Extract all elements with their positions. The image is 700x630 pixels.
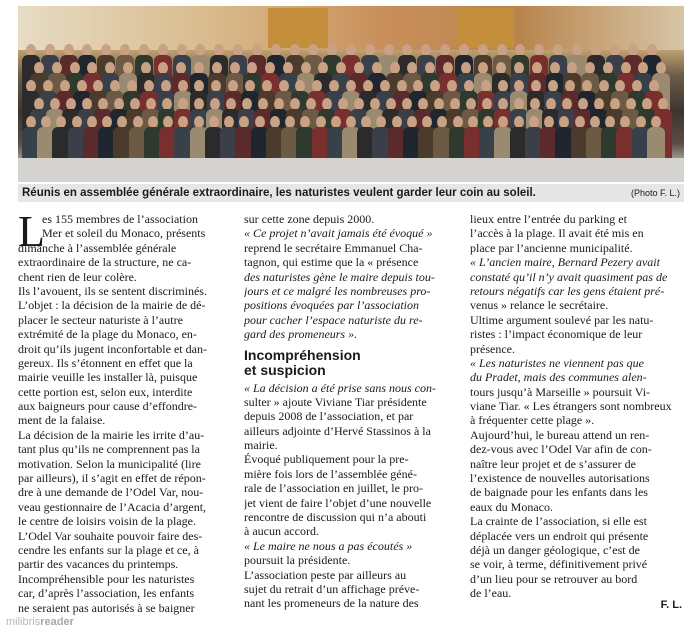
article-line: l’accès à la plage. Il avait été mis en bbox=[470, 226, 644, 241]
article-line: déjà un danger géologique, c’est de bbox=[470, 542, 640, 557]
article-line: motivation. Selon la municipalité (lire bbox=[18, 456, 201, 471]
article-line: Ils l’avouent, ils se sentent discriminés. bbox=[18, 283, 207, 298]
article-line: nant les promeneurs de la nature des bbox=[244, 596, 419, 611]
article-body bbox=[18, 207, 684, 616]
photo-caption: Réunis en assemblée générale extraordinaire, les naturistes veulent garder leur coin au soleil. bbox=[22, 187, 536, 199]
article-line: Mer et soleil du Monaco, présents bbox=[42, 226, 206, 241]
article-line: déplacée vers un endroit qui présente bbox=[470, 528, 649, 543]
article-line: Aujourd’hui, le bureau attend un ren- bbox=[470, 427, 650, 442]
article-line: rale de l’association en juillet, le pro- bbox=[244, 481, 423, 496]
article-line: constaté qu’il n’y avait quasiment pas de bbox=[470, 269, 668, 284]
ground bbox=[18, 158, 684, 182]
article-line: à aucun accord. bbox=[244, 524, 319, 539]
article-line: lieux entre l’entrée du parking et bbox=[470, 212, 627, 226]
article-line: extrémité de la plage du Monaco, en- bbox=[18, 327, 197, 342]
article-line: naître leur projet et de s’assurer de bbox=[470, 456, 636, 471]
article-line: ailleurs adjointe d’Hervé Stassinos à la bbox=[244, 423, 431, 438]
article-line: sur cette zone depuis 2000. bbox=[244, 212, 375, 226]
article-line: chent rien de leur colère. bbox=[18, 269, 137, 284]
section-subheading bbox=[244, 348, 458, 378]
article-column-2 bbox=[244, 212, 458, 611]
article-line: extraordinaire de la structure, ne ca- bbox=[18, 255, 192, 270]
article-line: Incompréhensible pour les naturistes bbox=[18, 571, 195, 586]
reader-watermark: milibrisreader bbox=[6, 616, 74, 628]
article-line: eaux du Monaco. bbox=[470, 499, 553, 514]
article-line: reprend le secrétaire Emmanuel Cha- bbox=[244, 240, 423, 255]
article-line: gard des promeneurs ». bbox=[244, 327, 358, 342]
article-line: le centre de loisirs voisin de la plage. bbox=[18, 514, 196, 529]
photo-credit: (Photo F. L.) bbox=[630, 188, 680, 198]
article-line: car, d’après l’association, les enfants bbox=[18, 586, 195, 601]
article-line: tagnon, qui estime que la « présence bbox=[244, 255, 419, 270]
article-line: rencontre de discussion qui n’a abouti bbox=[244, 510, 427, 525]
article-line: se voir, à terme, définitivement privé bbox=[470, 557, 648, 572]
article-line: « La décision a été prise sans nous con- bbox=[244, 380, 436, 395]
article-line: es 155 membres de l’association bbox=[42, 212, 198, 226]
drop-cap: L bbox=[18, 207, 45, 256]
article-line: « Ce projet n’avait jamais été évoqué » bbox=[244, 226, 433, 241]
article-line: place par l’ancienne municipalité. bbox=[470, 240, 633, 255]
photo-caption-bar bbox=[18, 184, 684, 202]
article-line: « L’ancien maire, Bernard Pezery avait bbox=[470, 255, 660, 270]
article-line: mairie veuille les installer là, puisque bbox=[18, 370, 198, 385]
article-line: poursuit la présidente. bbox=[244, 553, 351, 568]
article-line: sujet du retrait d’un affichage préve- bbox=[244, 581, 420, 596]
crowd-of-people bbox=[26, 40, 676, 158]
article-line: cette portion est, selon eux, interdite bbox=[18, 384, 193, 399]
article-line: ristes : l’impact économique de leur bbox=[470, 327, 643, 342]
article-line: ne seraient pas autorisés à se baigner bbox=[18, 600, 195, 615]
article-line: sulter » ajoute Viviane Tiar présidente bbox=[244, 394, 427, 409]
article-line: d’un lieu pour se retrouver au bord bbox=[470, 571, 638, 586]
article-line: jet vient de faire l’objet d’une nouvelle bbox=[244, 495, 432, 510]
article-line: « Le maire ne nous a pas écoutés » bbox=[244, 538, 413, 553]
article-line: l’existence de nouvelles autorisations bbox=[470, 471, 650, 486]
article-line: mière fois lors de l’assemblée géné- bbox=[244, 466, 417, 481]
group-photo bbox=[18, 6, 684, 182]
article-column-3 bbox=[470, 212, 684, 601]
subheading-line: et suspicion bbox=[244, 361, 326, 378]
article-line: partir des vacances du printemps. bbox=[18, 557, 179, 572]
article-line: de baignade pour les enfants dans les bbox=[470, 485, 648, 500]
article-line: La décision de la mairie les irrite d’au- bbox=[18, 427, 205, 442]
article-line: tours jusqu’à Marseille » poursuit Vi- bbox=[470, 384, 651, 399]
article-line: tant plus qu’ils ne comprennent pas la bbox=[18, 442, 200, 457]
article-line: positions évoquées par l’association bbox=[244, 298, 419, 313]
article-line: Évoqué publiquement pour la pre- bbox=[244, 452, 409, 467]
article-line: présence. bbox=[470, 341, 515, 356]
article-line: aux baigneurs pour cause d’effondre- bbox=[18, 399, 198, 414]
article-line: placer le secteur naturiste à l’autre bbox=[18, 312, 183, 327]
article-line: mairie. bbox=[244, 438, 278, 453]
article-line: dre à une demande de l’Odel Var, nou- bbox=[18, 485, 204, 500]
subheading-line: Incompréhension bbox=[244, 346, 361, 363]
article-line: dimanche à l’assemblée générale bbox=[18, 240, 177, 255]
article-line: ment de la falaise. bbox=[18, 413, 106, 428]
article-line: venus » relance le secrétaire. bbox=[470, 298, 609, 313]
article-line: de l’eau. bbox=[470, 586, 512, 601]
article-line: L’objet : la décision de la mairie de dé- bbox=[18, 298, 206, 313]
article-line: La crainte de l’association, si elle est bbox=[470, 514, 647, 529]
author-signature: F. L. bbox=[660, 598, 682, 611]
article-line: Ultime argument soulevé par les natu- bbox=[470, 312, 654, 327]
article-line: du Pradet, mais des communes alen- bbox=[470, 370, 647, 385]
article-line: retours négatifs car les gens étaient pré- bbox=[470, 283, 665, 298]
article-line: L’Odel Var souhaite pouvoir faire des- bbox=[18, 528, 203, 543]
article-line: veau gestionnaire de l’Acacia d’argent, bbox=[18, 499, 207, 514]
article-line: viane Tiar. « Les étrangers sont nombreux bbox=[470, 399, 672, 414]
article-line: droit qu’ils jugent inconfortable et dan- bbox=[18, 341, 207, 356]
article-line: cendre les enfants sur la plage et ce, à bbox=[18, 542, 199, 557]
article-line: depuis 2008 de l’association, et par bbox=[244, 409, 414, 424]
article-line: L’association peste par ailleurs au bbox=[244, 567, 407, 582]
article-line: par ailleurs), il s’agit en effet de répon- bbox=[18, 471, 206, 486]
article-line: « Les naturistes ne viennent pas que bbox=[470, 355, 644, 370]
article-line: pour cacher l’espace naturiste du re- bbox=[244, 312, 423, 327]
person-body bbox=[647, 127, 665, 158]
article-line: jours et ce malgré les nombreuses pro- bbox=[244, 283, 431, 298]
article-line: des naturistes gène le maire depuis tou- bbox=[244, 269, 435, 284]
article-line: dez-vous avec l’Odel Var afin de con- bbox=[470, 442, 652, 457]
article-column-1 bbox=[18, 207, 232, 615]
article-line: à fréquenter cette plage ». bbox=[470, 413, 595, 428]
article-line: gereux. Ils s’étonnent en effet que la bbox=[18, 355, 193, 370]
